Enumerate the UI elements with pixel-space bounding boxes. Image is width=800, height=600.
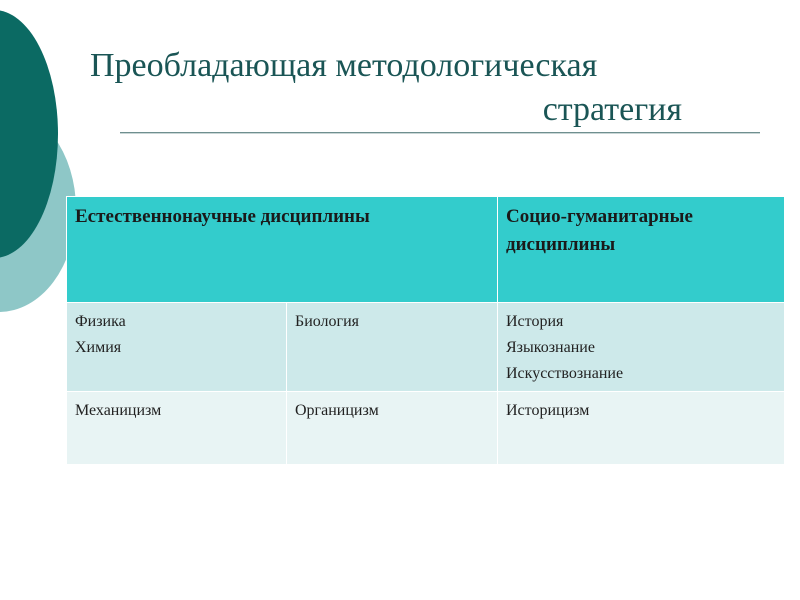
slide-title-line-2: стратегия — [542, 91, 682, 128]
cell-text: Физика — [75, 313, 126, 330]
table-header-row — [67, 197, 785, 303]
header-social-humanities — [498, 197, 785, 303]
table-row — [67, 303, 785, 392]
cell-text: Биология — [295, 313, 360, 330]
cell-text: Органицизм — [295, 402, 379, 419]
header-natural-sciences-label: Естественнонаучные дисциплины — [75, 206, 370, 227]
header-natural-sciences — [67, 197, 498, 303]
cell-text: Химия — [75, 339, 122, 356]
header-social-humanities-label: Социо-гуманитарные дисциплины — [506, 206, 693, 255]
table-cell — [67, 303, 287, 392]
table-cell — [67, 392, 287, 465]
slide-title — [90, 44, 682, 132]
cell-text: Языкознание — [506, 339, 595, 356]
table-cell — [498, 392, 785, 465]
cell-text: История — [506, 313, 564, 330]
table-row — [67, 392, 785, 465]
slide-title-line-1: Преобладающая методологическая — [90, 47, 598, 84]
cell-text: Искусствознание — [506, 365, 624, 382]
cell-text: Механицизм — [75, 402, 162, 419]
table-cell — [498, 303, 785, 392]
cell-text: Историцизм — [506, 402, 590, 419]
table-cell — [287, 392, 498, 465]
methodology-table — [66, 196, 785, 465]
table-cell — [287, 303, 498, 392]
title-divider — [120, 132, 760, 134]
